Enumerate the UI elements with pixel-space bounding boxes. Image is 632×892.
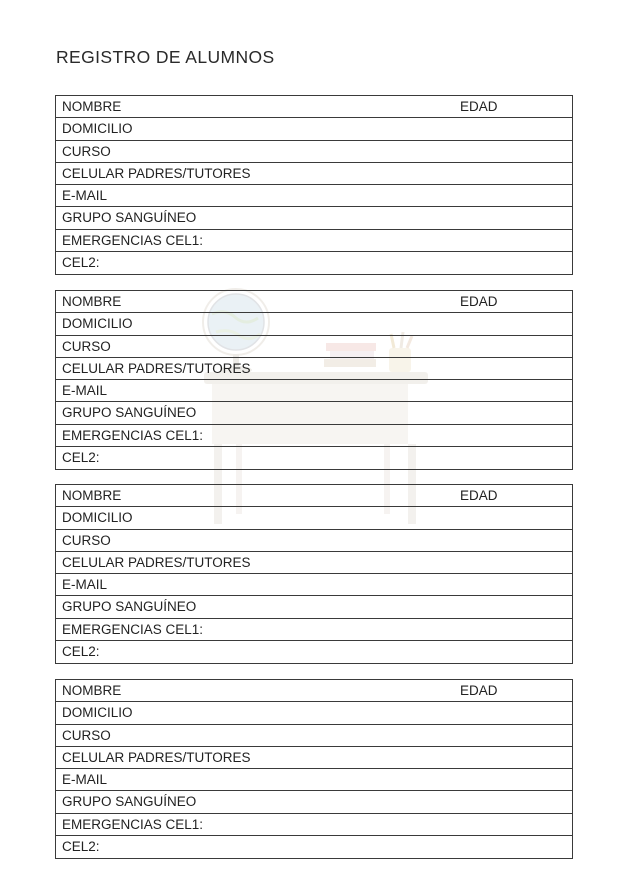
row-grupo[interactable] xyxy=(56,791,572,813)
row-email[interactable] xyxy=(56,185,572,207)
label-cel2: CEL2: xyxy=(62,643,100,659)
label-nombre: NOMBRE xyxy=(62,683,122,698)
label-grupo: GRUPO SANGUÍNEO xyxy=(62,405,197,421)
student-record-4 xyxy=(55,679,573,859)
row-domicilio[interactable] xyxy=(56,702,572,724)
student-record-1 xyxy=(55,95,573,275)
row-curso[interactable] xyxy=(56,336,572,358)
label-grupo: GRUPO SANGUÍNEO xyxy=(62,599,197,615)
label-cel2: CEL2: xyxy=(62,838,100,854)
label-edad: EDAD xyxy=(460,488,498,503)
row-grupo[interactable] xyxy=(56,402,572,424)
label-curso: CURSO xyxy=(62,143,111,159)
label-edad: EDAD xyxy=(460,99,498,114)
row-email[interactable] xyxy=(56,769,572,791)
label-celular: CELULAR PADRES/TUTORES xyxy=(62,360,251,376)
label-email: E-MAIL xyxy=(62,577,108,592)
label-nombre: NOMBRE xyxy=(62,99,122,114)
label-curso: CURSO xyxy=(62,338,111,354)
label-nombre: NOMBRE xyxy=(62,294,122,309)
label-cel2: CEL2: xyxy=(62,254,100,270)
label-celular: CELULAR PADRES/TUTORES xyxy=(62,165,251,181)
label-domicilio: DOMICILIO xyxy=(62,121,133,137)
label-celular: CELULAR PADRES/TUTORES xyxy=(62,554,251,570)
row-nombre[interactable] xyxy=(56,680,572,702)
label-emergencias: EMERGENCIAS CEL1: xyxy=(62,816,204,832)
row-grupo[interactable] xyxy=(56,207,572,229)
row-emergencias[interactable] xyxy=(56,230,572,252)
label-emergencias: EMERGENCIAS CEL1: xyxy=(62,621,204,637)
label-email: E-MAIL xyxy=(62,772,108,787)
row-cel2[interactable] xyxy=(56,641,572,663)
label-emergencias: EMERGENCIAS CEL1: xyxy=(62,427,204,443)
row-emergencias[interactable] xyxy=(56,619,572,641)
page-title: REGISTRO DE ALUMNOS xyxy=(56,47,275,67)
row-celular[interactable] xyxy=(56,552,572,574)
row-email[interactable] xyxy=(56,574,572,596)
label-grupo: GRUPO SANGUÍNEO xyxy=(62,210,197,226)
row-domicilio[interactable] xyxy=(56,313,572,335)
label-emergencias: EMERGENCIAS CEL1: xyxy=(62,232,204,248)
label-email: E-MAIL xyxy=(62,383,108,398)
row-domicilio[interactable] xyxy=(56,118,572,140)
label-domicilio: DOMICILIO xyxy=(62,316,133,332)
label-cel2: CEL2: xyxy=(62,449,100,465)
label-edad: EDAD xyxy=(460,683,498,698)
row-cel2[interactable] xyxy=(56,447,572,469)
row-cel2[interactable] xyxy=(56,252,572,274)
student-record-3 xyxy=(55,484,573,664)
row-nombre[interactable] xyxy=(56,96,572,118)
label-nombre: NOMBRE xyxy=(62,488,122,503)
label-email: E-MAIL xyxy=(62,188,108,203)
label-domicilio: DOMICILIO xyxy=(62,510,133,526)
label-edad: EDAD xyxy=(460,294,498,309)
row-nombre[interactable] xyxy=(56,485,572,507)
row-domicilio[interactable] xyxy=(56,507,572,529)
label-grupo: GRUPO SANGUÍNEO xyxy=(62,794,197,810)
row-grupo[interactable] xyxy=(56,596,572,618)
row-celular[interactable] xyxy=(56,358,572,380)
label-domicilio: DOMICILIO xyxy=(62,705,133,721)
row-emergencias[interactable] xyxy=(56,814,572,836)
row-celular[interactable] xyxy=(56,163,572,185)
student-record-2 xyxy=(55,290,573,470)
row-curso[interactable] xyxy=(56,725,572,747)
row-email[interactable] xyxy=(56,380,572,402)
label-curso: CURSO xyxy=(62,532,111,548)
row-nombre[interactable] xyxy=(56,291,572,313)
label-curso: CURSO xyxy=(62,727,111,743)
row-curso[interactable] xyxy=(56,141,572,163)
row-curso[interactable] xyxy=(56,530,572,552)
row-emergencias[interactable] xyxy=(56,425,572,447)
row-celular[interactable] xyxy=(56,747,572,769)
label-celular: CELULAR PADRES/TUTORES xyxy=(62,749,251,765)
row-cel2[interactable] xyxy=(56,836,572,858)
